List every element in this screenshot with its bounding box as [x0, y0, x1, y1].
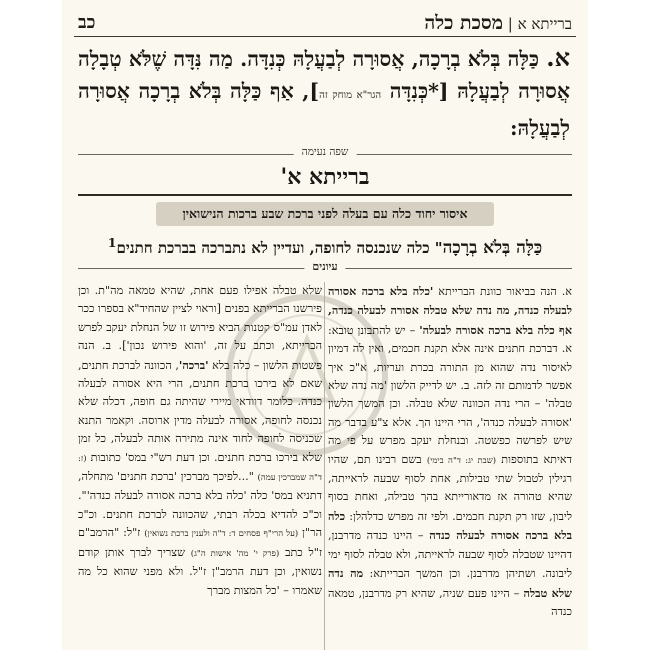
right-p2-rest: – היינו כנדה מדרבנן, דהיינו שטבלה לסוף שבעה לראייתה, ולא טבלה לסוף ימי ליבונה. ושתיהן מדרבנן. וכן המשך הברייתא: [328, 529, 572, 581]
topic-band: איסור יחוד כלה עם בעלה לפני ברכת שבע ברכות הנישואין [156, 202, 494, 226]
main-text [78, 42, 570, 144]
section-title: ברייתא א' [280, 164, 370, 190]
left-p3: וכ"כ להדיא בכלה רבתי, שהכוונה לברכת חתנים. וכ"כ הר"ן [78, 507, 322, 540]
right-p1-rest: – יש להתבונן טובא: א. דברכת חתנים אינה אלא תקנת חכמים, ואין לה דמיון לאיסור נדה שהוא מן התורה בכרת ועריות, א"כ איך אפשר לדמותם זה לזה. ב. יש לדייק הלשון 'מה נדה שלא טבלה' – הרי נדה הכוונה שלא טבלה. וכן המשך הלשון 'אסורה לבעלה כנדה', הרי היינו הך. אלא צ"ע בדבר מה שיש לפרשה כפשטה. ובנחלת יעקב מפרש על פי מה דאיתא בתוספות [328, 323, 572, 466]
left-p3-end: שצריך לברך אותן קודם נשואין, וכן דעת הרמב"ן ז"ל. ולא מפני שהוא כל מה שאמרו – 'כל המצות מברך [78, 545, 322, 597]
main-text-note: הגר"א מוחק זה [319, 90, 382, 101]
right-p1-ref: (שבת יג: ד"ה בימי) [426, 455, 497, 466]
lemma: כַּלָּה בְּלֹא בְרָכָה [442, 238, 543, 258]
left-p3-ref2: (פרק י' מה' אישות ה"ג) [190, 548, 280, 559]
left-p3-ref: (על הרי"ף פסחים ד: ד"ה ולענין ברכת נשואין) [144, 529, 299, 540]
running-header [74, 8, 576, 37]
left-p2-rest: , הכוונה לברכת חתנים, שאם לא בירכו ברכת חתנים, הרי היא אסורה לבעלה כנדה. כלומר דוודאי מיירי שהיתה גם חופה, דכלה שלא נכנסה לחופה, אסורה לבעלה מדין ארוסה. וקאמר התנא שכניסה לחופה לחוד אינה מתירה אותה לבעלה, כל זמן שלא בירכו ברכת חתנים. וכן דעת רש"י במס' כתובות [78, 358, 322, 464]
main-text-part-2: ], אַף כַּלָּה בְּלֹא בְרָכָה אֲסוּרָה לְבַעֲלָהּ: [78, 79, 570, 140]
left-p2-ref: (ז: ד"ה שמברכין עמה) [78, 453, 322, 484]
lemma-quote [82, 232, 568, 259]
header-beraita: ברייתא א [517, 15, 572, 33]
page-number: כב [78, 12, 96, 33]
book-page [62, 0, 588, 650]
header-separator: | [507, 15, 513, 33]
right-p1-quote: 'כלה בלא ברכה אסורה לבעלה כנדה, מה נדה שלא טבלה אסורה לבעלה כנדה, אף כלה בלא ברכה אסורה לבעלה' [328, 284, 572, 337]
left-p1-end: . [118, 339, 123, 353]
footnote-mark: 1 [107, 235, 117, 250]
left-p2-end: "...לפיכך מברכין 'ברכת חתנים' מתחלה, דתניא במס' כלה 'כלה בלא ברכה אסורה לבעלה כנדה'". [78, 470, 322, 503]
commentary-column-right [328, 282, 572, 650]
left-p1: שלא טבלה אפילו פעם אחת, שהיא טמאה מה"ת. וכן פירשנו הברייתא בפנים [וראוי לציין שהחיד"א בספרו ככר לאדן עמ"ס קטנות הביא פירוש זו של הנחלת יעקב לפרש הברייתא, וכתב על זה, [78, 284, 322, 353]
header-tractate: מסכת כלה [424, 12, 503, 34]
main-letter: א. [546, 43, 570, 72]
header-title [424, 12, 572, 35]
right-p2-end: – היינו פעם שניה, שהיא רק מדרבנן, טמאה כנדה [328, 586, 572, 618]
left-p3-mid: ז"ל: "הרמב"ם ז"ל כתב [78, 526, 322, 559]
column-divider [324, 282, 325, 650]
left-p2-lead: ב. הנה פשטות הלשון – כלה בלא [78, 339, 322, 372]
iyunim-divider [78, 260, 572, 276]
right-p1-lead: א. הנה בביאור כוונת הברייתא [438, 285, 572, 298]
lemma-explanation: " כלה שנכנסה לחופה, ועדיין לא נתברכה בברכת חתנים [116, 239, 443, 257]
right-p2-bold2: מה נדה שלא טבלה [328, 566, 572, 600]
left-p2-quote: 'ברכה' [178, 357, 209, 372]
main-text-part-1: כַּלָּה בְּלֹא בְרָכָה, אֲסוּרָה לְבַעֲלָהּ כְּנִדָּה. מַה נִּדָּה שֶׁלֹּא טְבָלָה אֲסוּרָה לְבַעֲלָהּ [*כְּנִדָּה [78, 47, 571, 103]
right-p2-bold: כלה בלא ברכה אסורה לבעלה כנדה [328, 508, 572, 543]
commentary-label: שפה נעימה [294, 146, 357, 158]
commentary-divider [78, 146, 572, 162]
commentary-column-left [78, 282, 322, 650]
iyunim-label: עיונים [304, 260, 345, 273]
right-p1-end: בשם רבינו תם, שהיו רגילין לטבול שתי טבילות, אחת לסוף שבעה לראייתה, שהיא טהורה אז מדאורייתא בהך טבילה, ואחת בסוף ליבון, שזו רק תקנת חכמים. ולפי זה מפרש כדלהלן: [328, 452, 572, 523]
section-rule [78, 194, 572, 196]
left-p1-quote: 'והוא פירוש נכון'] [122, 339, 207, 353]
